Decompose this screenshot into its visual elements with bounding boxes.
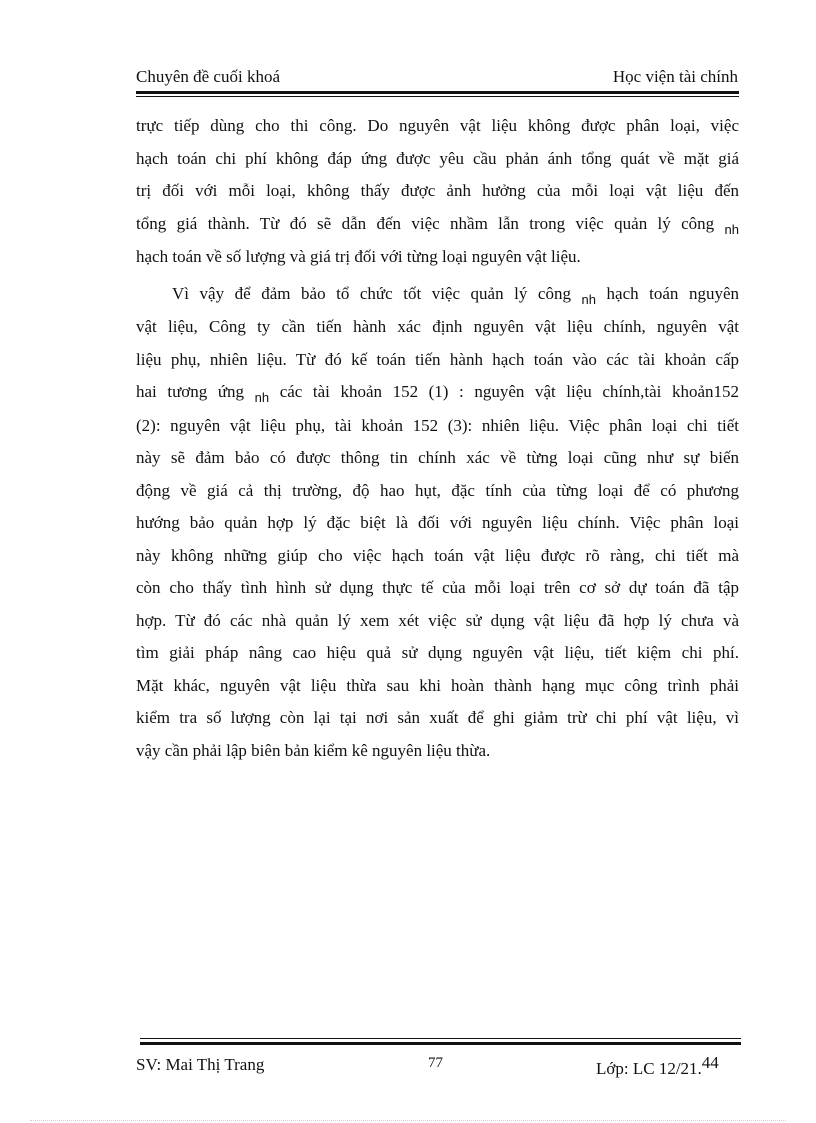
text-line: vật liệu, Công ty cần tiến hành xác định nguyên vật liệu chính, nguyên vật — [136, 317, 739, 336]
header-rule-thin — [136, 96, 739, 97]
text-line: hạch toán về số lượng và giá trị đối với từng loại nguyên vật liệu. — [136, 247, 581, 266]
text-segment: hai tương ứng — [136, 382, 245, 401]
text-line: trực tiếp dùng cho thi công. Do nguyên vật liệu không được phân loại, việc — [136, 116, 739, 135]
text-line: động về giá cả thị trường, độ hao hụt, đặc tính của từng loại để có phương — [136, 480, 739, 500]
text-segment: tổng giá thành. Từ đó sẽ dẫn đến việc nhầm lẫn trong việc quản lý công — [136, 213, 715, 233]
page-number: 77 — [428, 1055, 443, 1071]
footer-student-name: SV: Mai Thị Trang — [136, 1055, 265, 1074]
text-line: hợp. Từ đó các nhà quản lý xem xét việc sử dụng vật liệu đã hợp lý chưa và — [136, 610, 739, 630]
text-line: này sẽ đảm bảo có được thông tin chính xác về từng loại cũng như sự biến — [136, 448, 739, 467]
footer-rule-thin — [140, 1038, 741, 1039]
text-line: tìm giải pháp nâng cao hiệu quả sử dụng nguyên vật liệu, tiết kiệm chi phí. — [136, 643, 739, 662]
text-line: liệu phụ, nhiên liệu. Từ đó kế toán tiến hành hạch toán vào các tài khoản cấp — [136, 349, 739, 369]
header-left-title: Chuyên đề cuối khoá — [136, 67, 280, 86]
paragraph-2 — [136, 278, 739, 768]
body-text — [136, 110, 739, 767]
text-line: (2): nguyên vật liệu phụ, tài khoản 152 (3): nhiên liệu. Việc phân loại chi tiết — [136, 415, 739, 435]
inline-mark-nh: nh — [581, 291, 596, 307]
footer-rule-thick — [140, 1042, 741, 1045]
text-line-with-mark — [136, 376, 739, 410]
text-line: vậy cần phải lập biên bản kiểm kê nguyên liệu thừa. — [136, 740, 491, 760]
header-right-title: Học viện tài chính — [612, 67, 738, 86]
page-header — [136, 66, 738, 90]
text-line: này không những giúp cho việc hạch toán vật liệu được rõ ràng, chi tiết mà — [136, 545, 739, 565]
text-segment: hạch toán nguyên — [606, 283, 740, 303]
text-segment: Vì vậy để đảm bảo tổ chức tốt việc quản lý công — [172, 283, 571, 303]
text-segment: các tài khoản 152 (1) : nguyên vật liệu chính,tài khoản152 — [279, 382, 739, 401]
text-line: hướng bảo quản hợp lý đặc biệt là đối với nguyên liệu chính. Việc phân loại — [136, 513, 739, 532]
footer-class-label: Lớp: LC 12/21. — [596, 1059, 702, 1078]
footer-class-code — [596, 1053, 719, 1080]
text-line: kiểm tra số lượng còn lại tại nơi sản xuất để ghi giảm trừ chi phí vật liệu, vì — [136, 708, 739, 727]
text-line: trị đối với mỗi loại, không thấy được ảnh hưởng của mỗi loại vật liệu đến — [136, 181, 739, 200]
page-bottom-dotted-edge — [30, 1120, 786, 1121]
text-line: còn cho thấy tình hình sử dụng thực tế của mỗi loại trên cơ sở dự toán đã tập — [136, 578, 739, 597]
footer-class-suffix: 44 — [701, 1053, 719, 1072]
text-line: hạch toán chi phí không đáp ứng được yêu cầu phản ánh tổng quát về mặt giá — [136, 148, 739, 168]
header-rule-thick — [136, 91, 739, 94]
inline-mark-nh: nh — [724, 221, 740, 237]
text-line-with-mark — [136, 208, 739, 242]
text-line: Mặt khác, nguyên vật liệu thừa sau khi hoàn thành hạng mục công trình phải — [136, 675, 739, 695]
inline-mark-nh: nh — [254, 390, 270, 405]
text-line-with-mark — [136, 278, 739, 312]
paragraph-1 — [136, 110, 739, 274]
